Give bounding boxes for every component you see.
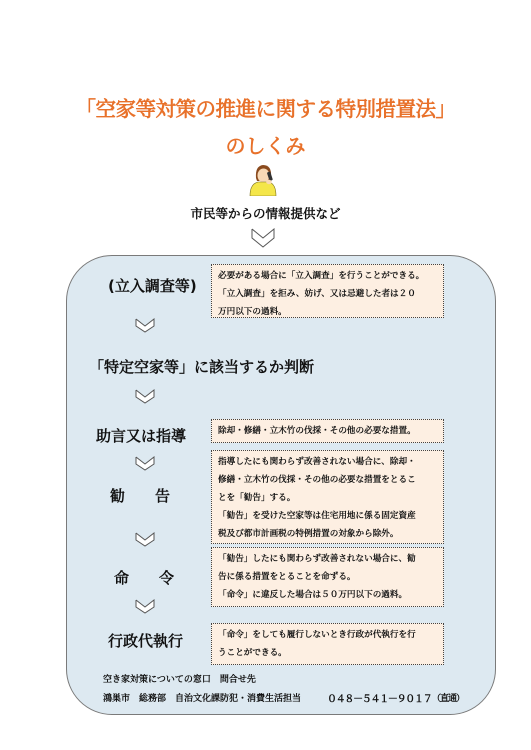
step-recommendation: 勧 告 xyxy=(110,487,171,505)
chevron-down-icon xyxy=(135,389,155,404)
note-execution: 「命令」をしても履行しないとき行政が代執行を行 うことができる。 xyxy=(211,623,444,665)
note-guidance: 除却・修繕・立木竹の伐採・その他の必要な措置。 xyxy=(211,419,444,443)
note-order: 「勧告」したにも関わらず改善されない場合に、勧 告に係る措置をとることを命ずる。 「命令」に違反した場合は５０万円以下の過料。 xyxy=(211,547,444,607)
information-source-label: 市民等からの情報提供など xyxy=(190,206,341,221)
person-on-phone-icon xyxy=(246,160,280,196)
step-execution: 行政代執行 xyxy=(108,632,184,650)
contact-phone: ０４８－５４１－９０１７ xyxy=(327,694,432,705)
page-subtitle: のしくみ xyxy=(225,134,306,158)
contact-heading: 空き家対策についての窓口 問合せ先 xyxy=(103,675,256,685)
chevron-down-icon xyxy=(135,456,155,471)
chevron-down-icon xyxy=(135,532,155,547)
contact-phone-note: （直通） xyxy=(432,694,465,704)
note-inspection: 必要がある場合に「立入調査」を行うことができる。 「立入調査」を拒み、妨げ、又は忌避した者は２０ 万円以下の過料。 xyxy=(211,264,444,318)
step-guidance: 助言又は指導 xyxy=(96,427,187,445)
note-recommendation: 指導したにも関わらず改善されない場合に、除却・ 修繕・立木竹の伐採・その他の必要な措置をとるこ とを「勧告」する。 「勧告」を受けた空家等は住宅用地に係る固定資産 税及び都市計画税の特例措置の対象から除外。 xyxy=(211,450,444,544)
chevron-down-icon xyxy=(251,228,275,248)
contact-department: 鴻巣市 総務部 自治文化課防犯・消費生活担当 xyxy=(103,694,302,704)
chevron-down-icon xyxy=(135,318,155,333)
page-title: 「空家等対策の推進に関する特別措置法」 xyxy=(75,97,456,121)
step-order: 命 令 xyxy=(114,569,175,587)
chevron-down-icon xyxy=(135,599,155,614)
step-judgement: 「特定空家等」に該当するか判断 xyxy=(89,358,315,376)
step-inspection: (立入調査等) xyxy=(108,277,197,295)
